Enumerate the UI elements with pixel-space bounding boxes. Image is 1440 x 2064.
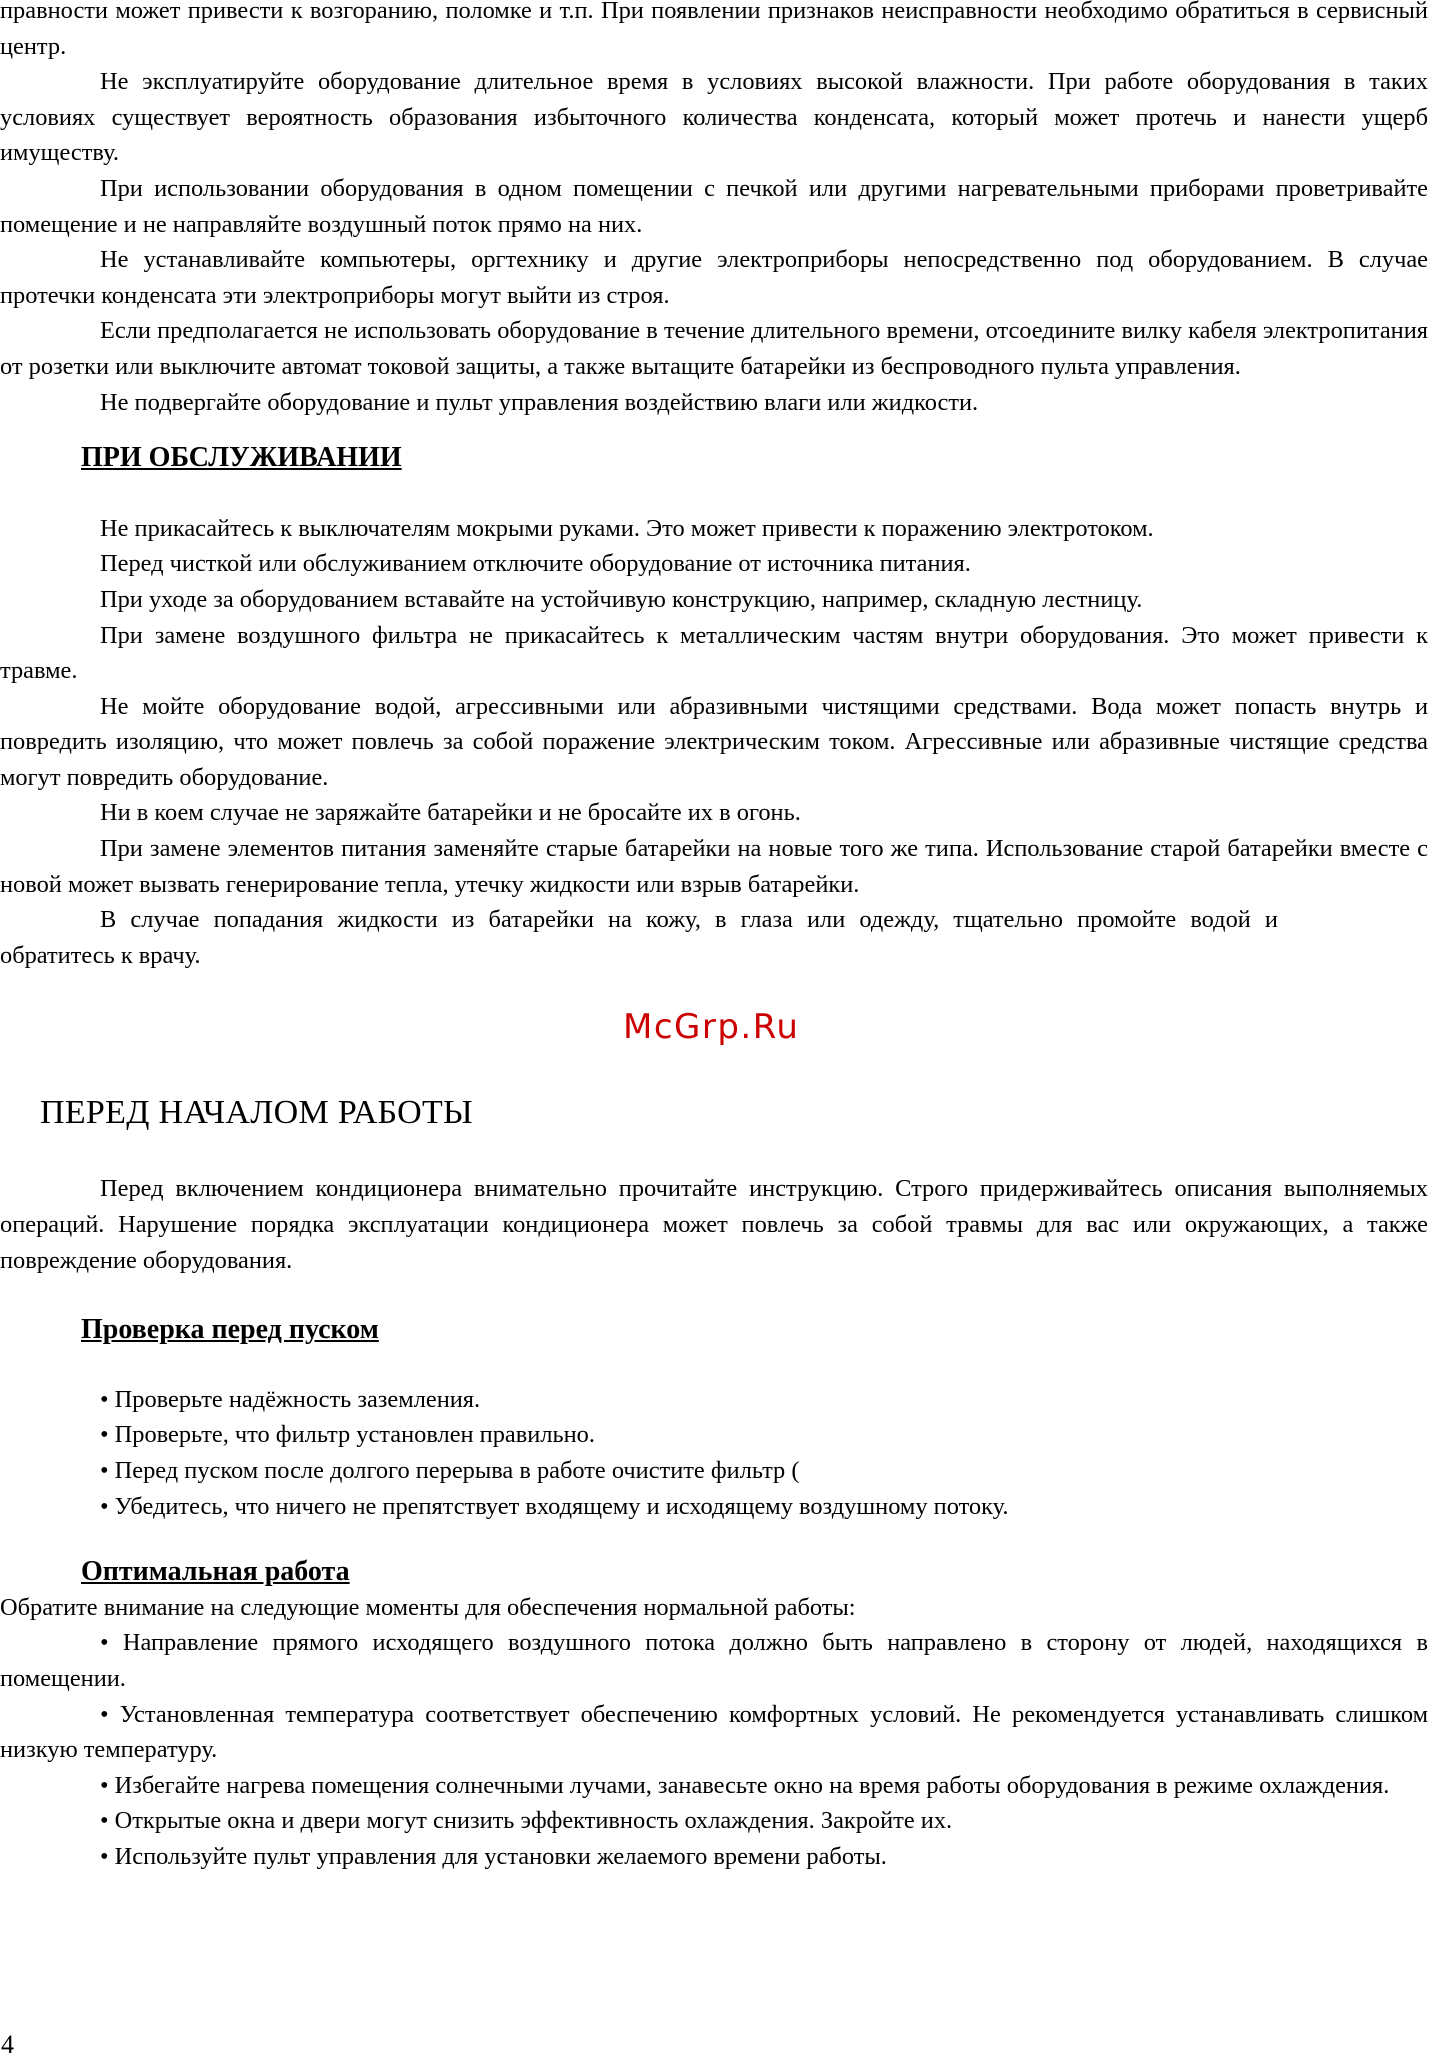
optimal-item-2: • Установленная температура соответствует обеспечению комфортных условий. Не рекомендуется устанавливать слишком низкую температуру. — [0, 1700, 1428, 1764]
maintenance-paragraph-5: Не мойте оборудование водой, агрессивными или абразивными чистящими средствами. Вода может попасть внутрь и повредить изоляцию, что может повлечь за собой поражение электрическим током. Агрессивные или абразивные чистящие средства могут повредить оборудование. — [0, 692, 1428, 791]
watermark-text: McGrp.Ru — [623, 1007, 800, 1047]
maintenance-paragraph-2: Перед чисткой или обслуживанием отключите оборудование от источника питания. — [100, 550, 971, 578]
optimal-heading: Оптимальная работа — [81, 1556, 350, 1588]
check-heading: Проверка перед пуском — [81, 1314, 379, 1346]
optimal-item-3: • Избегайте нагрева помещения солнечными лучами, занавесьте окно на время работы оборудования в режиме охлаждения. — [100, 1771, 1390, 1799]
optimal-lead: Обратите внимание на следующие моменты для обеспечения нормальной работы: — [0, 1593, 856, 1621]
page-number: 4 — [1, 2030, 14, 2059]
optimal-item-1: • Направление прямого исходящего воздушного потока должно быть направлено в сторону от людей, находящихся в помещении. — [0, 1629, 1428, 1692]
optimal-item-5: • Используйте пульт управления для установки желаемого времени работы. — [100, 1842, 887, 1870]
maintenance-paragraph-3: При уходе за оборудованием вставайте на устойчивую конструкцию, например, складную лестницу. — [100, 585, 1143, 613]
check-item-2: • Проверьте, что фильтр установлен правильно. — [100, 1421, 595, 1449]
maintenance-paragraph-1: Не прикасайтесь к выключателям мокрыми руками. Это может привести к поражению электротоком. — [100, 514, 1154, 542]
intro-paragraph-1: правности может привести к возгоранию, поломке и т.п. При появлении признаков неисправности необходимо обратиться в сервисный центр. — [0, 0, 1428, 60]
maintenance-paragraph-4: При замене воздушного фильтра не прикасайтесь к металлическим частям внутри оборудования. Это может привести к травме. — [0, 621, 1428, 685]
maintenance-paragraph-6: Ни в коем случае не заряжайте батарейки и не бросайте их в огонь. — [100, 799, 801, 827]
intro-paragraph-3: При использовании оборудования в одном помещении с печкой или другими нагревательными приборами проветривайте помещение и не направляйте воздушный поток прямо на них. — [0, 174, 1428, 238]
check-item-4: • Убедитесь, что ничего не препятствует входящему и исходящему воздушному потоку. — [100, 1492, 1009, 1520]
check-item-1: • Проверьте надёжность заземления. — [100, 1385, 481, 1413]
before-start-intro: Перед включением кондиционера внимательно прочитайте инструкцию. Строго придерживайтесь описания выполняемых операций. Нарушение порядка эксплуатации кондиционера может повлечь за собой травмы для вас или окружающих, а также повреждение оборудования. — [0, 1175, 1428, 1274]
intro-paragraph-5: Если предполагается не использовать оборудование в течение длительного времени, отсоедините вилку кабеля электропитания от розетки или выключите автомат токовой защиты, а также вытащите батарейки из беспроводного пульта управления. — [0, 317, 1428, 380]
intro-paragraph-2: Не эксплуатируйте оборудование длительное время в условиях высокой влажности. При работе оборудования в таких условиях существует вероятность образования избыточного количества конденсата, который может протечь и нанести ущерб имуществу. — [0, 68, 1428, 167]
check-item-3: • Перед пуском после долгого перерыва в работе очистите фильтр ( — [100, 1457, 800, 1484]
maintenance-heading: ПРИ ОБСЛУЖИВАНИИ — [81, 442, 402, 474]
optimal-item-4: • Открытые окна и двери могут снизить эффективность охлаждения. Закройте их. — [100, 1807, 953, 1835]
maintenance-paragraph-7: При замене элементов питания заменяйте старые батарейки на новые того же типа. Использование старой батарейки вместе с новой может вызвать генерирование тепла, утечку жидкости или взрыв батарейки. — [0, 835, 1428, 898]
maintenance-paragraph-8: В случае попадания жидкости из батарейки на кожу, в глаза или одежду, тщательно промойте водой и обратитесь к врачу. — [0, 906, 1278, 969]
before-start-heading: ПЕРЕД НАЧАЛОМ РАБОТЫ — [40, 1094, 474, 1132]
intro-paragraph-4: Не устанавливайте компьютеры, оргтехнику и другие электроприборы непосредственно под оборудованием. В случае протечки конденсата эти электроприборы могут выйти из строя. — [0, 246, 1428, 309]
intro-paragraph-6: Не подвергайте оборудование и пульт управления воздействию влаги или жидкости. — [100, 388, 979, 416]
